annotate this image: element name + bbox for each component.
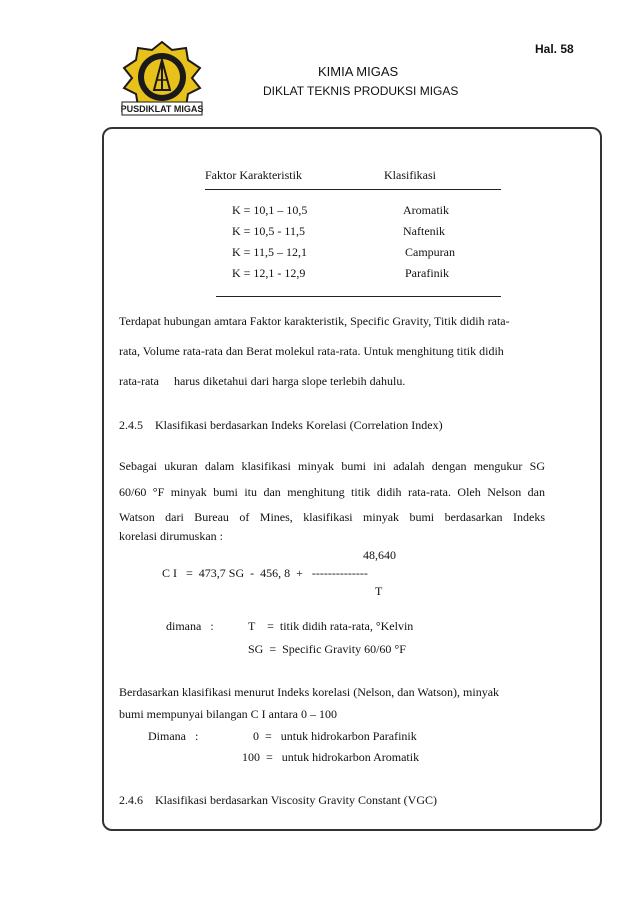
doc-title: KIMIA MIGAS bbox=[318, 64, 399, 79]
paragraph-line: 60/60 °F minyak bumi itu dan menghitung titik didih rata-rata. Oleh Nelson dan bbox=[119, 485, 545, 499]
table-header-klasifikasi: Klasifikasi bbox=[384, 168, 436, 182]
dimana-line-parafinik: 0 = untuk hidrokarbon Parafinik bbox=[253, 729, 417, 743]
logo-text: PUSDIKLAT MIGAS bbox=[120, 104, 204, 114]
dimana-line-aromatik: 100 = untuk hidrokarbon Aromatik bbox=[242, 750, 420, 764]
table-header-faktor: Faktor Karakteristik bbox=[205, 168, 302, 182]
table-row-class: Aromatik bbox=[403, 203, 449, 217]
paragraph-line: rata, Volume rata-rata dan Berat molekul rata-rata. Untuk menghitung titik didih bbox=[119, 344, 504, 358]
doc-subtitle: DIKLAT TEKNIS PRODUKSI MIGAS bbox=[263, 84, 459, 98]
paragraph-line: Watson dari Bureau of Mines, klasifikasi minyak bumi berdasarkan Indeks bbox=[119, 510, 545, 524]
table-row-k: K = 10,5 - 11,5 bbox=[232, 224, 305, 238]
formula-main: C I = 473,7 SG - 456, 8 + -------------- bbox=[162, 566, 368, 580]
formula-numerator: 48,640 bbox=[363, 548, 396, 562]
content-frame bbox=[102, 127, 602, 831]
paragraph-line: Berdasarkan klasifikasi menurut Indeks korelasi (Nelson, dan Watson), minyak bbox=[119, 685, 500, 699]
paragraph-line: korelasi dirumuskan : bbox=[119, 529, 223, 543]
where-line-sg: SG = Specific Gravity 60/60 °F bbox=[248, 642, 406, 656]
table-row-class: Campuran bbox=[405, 245, 455, 259]
section-heading-246: 2.4.6 Klasifikasi berdasarkan Viscosity Gravity Constant (VGC) bbox=[119, 793, 438, 807]
dimana-label: Dimana : bbox=[148, 729, 199, 743]
table-row-class: Parafinik bbox=[405, 266, 449, 280]
table-row-class: Naftenik bbox=[403, 224, 445, 238]
table-top-rule bbox=[205, 189, 501, 190]
where-label: dimana : bbox=[166, 619, 214, 633]
paragraph-line: rata-rata harus diketahui dari harga slope terlebih dahulu. bbox=[119, 374, 406, 388]
page-number: Hal. 58 bbox=[535, 42, 574, 56]
pusdiklat-logo-icon bbox=[116, 40, 208, 118]
paragraph-line: bumi mempunyai bilangan C I antara 0 – 100 bbox=[119, 707, 337, 721]
formula-denominator: T bbox=[375, 584, 383, 598]
paragraph-line: Sebagai ukuran dalam klasifikasi minyak bumi ini adalah dengan mengukur SG bbox=[119, 459, 545, 473]
section-heading-245: 2.4.5 Klasifikasi berdasarkan Indeks Korelasi (Correlation Index) bbox=[119, 418, 443, 432]
table-row-k: K = 12,1 - 12,9 bbox=[232, 266, 306, 280]
where-line-t: T = titik didih rata-rata, °Kelvin bbox=[248, 619, 414, 633]
table-row-k: K = 11,5 – 12,1 bbox=[232, 245, 307, 259]
table-bottom-rule bbox=[216, 296, 501, 297]
table-row-k: K = 10,1 – 10,5 bbox=[232, 203, 308, 217]
paragraph-line: Terdapat hubungan amtara Faktor karakteristik, Specific Gravity, Titik didih rata- bbox=[119, 314, 510, 328]
